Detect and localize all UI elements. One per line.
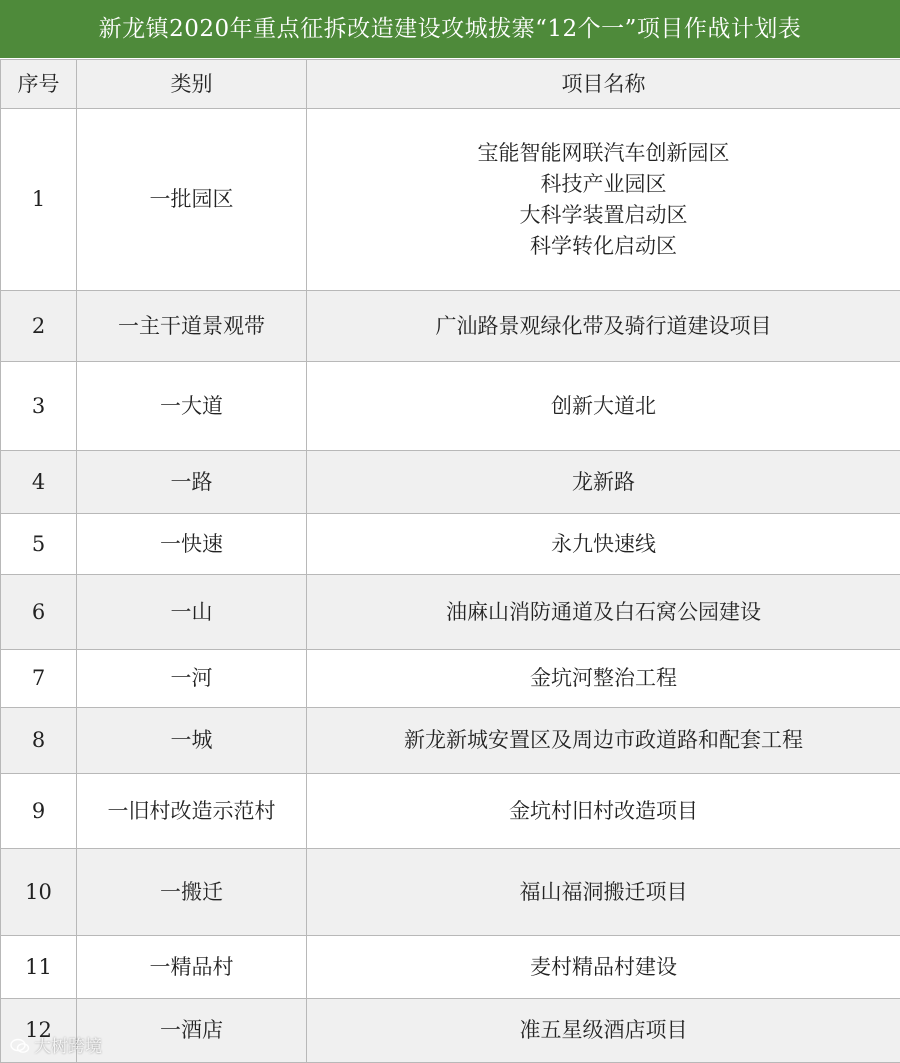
table-row [1,451,900,514]
row-category: 一大道 [77,362,307,451]
row-project-names [307,514,900,575]
row-project-names [307,291,900,362]
table-body [1,109,900,1063]
table-row [1,109,900,291]
row-project-names [307,575,900,650]
row-category: 一山 [77,575,307,650]
row-number: 7 [1,650,77,708]
row-project-names [307,109,900,291]
row-number: 3 [1,362,77,451]
project-plan-table [0,59,900,1063]
row-category: 一主干道景观带 [77,291,307,362]
table-row [1,514,900,575]
row-project-names [307,650,900,708]
project-name: 麦村精品村建设 [530,954,677,979]
page-title: 新龙镇2020年重点征拆改造建设攻城拔寨“12个一”项目作战计划表 [0,0,900,58]
row-category: 一快速 [77,514,307,575]
table-row [1,575,900,650]
row-category: 一路 [77,451,307,514]
table-row [1,999,900,1063]
wechat-logo-icon [10,1038,30,1054]
row-project-names [307,936,900,999]
project-name: 新龙新城安置区及周边市政道路和配套工程 [404,728,803,752]
row-category: 一酒店 [77,999,307,1063]
row-number: 1 [1,109,77,291]
row-project-names [307,849,900,936]
header-category: 类别 [77,60,307,109]
table-row [1,774,900,849]
row-number: 2 [1,291,77,362]
row-project-names [307,362,900,451]
watermark [10,1032,102,1057]
project-name: 准五星级酒店项目 [519,1018,688,1042]
project-name: 科技产业园区 [540,171,667,196]
row-number: 10 [1,849,77,936]
header-no: 序号 [1,60,77,109]
project-name: 大科学装置启动区 [519,202,688,227]
row-project-names [307,774,900,849]
row-number: 12 [1,999,77,1063]
row-category: 一搬迁 [77,849,307,936]
table-row [1,362,900,451]
row-category: 一精品村 [77,936,307,999]
project-name: 创新大道北 [551,393,656,418]
row-project-names [307,999,900,1063]
row-number: 6 [1,575,77,650]
row-number: 11 [1,936,77,999]
row-category: 一旧村改造示范村 [77,774,307,849]
project-name: 永九快速线 [551,531,656,556]
row-project-names [307,708,900,774]
project-name: 金坑河整治工程 [530,666,677,690]
project-name: 金坑村旧村改造项目 [509,798,698,823]
project-name: 宝能智能网联汽车创新园区 [477,140,730,165]
project-name: 福山福洞搬迁项目 [519,879,688,904]
row-project-names [307,451,900,514]
table-row [1,650,900,708]
row-number: 5 [1,514,77,575]
table-header-row [1,60,900,109]
table-row [1,708,900,774]
row-number: 9 [1,774,77,849]
row-number: 8 [1,708,77,774]
row-category: 一城 [77,708,307,774]
table-row [1,936,900,999]
header-name: 项目名称 [307,60,900,109]
row-category: 一河 [77,650,307,708]
table-row [1,291,900,362]
project-name: 油麻山消防通道及白石窝公园建设 [446,599,761,624]
watermark-text: 大树跨境 [34,1037,102,1057]
project-name: 广汕路景观绿化带及骑行道建设项目 [435,313,772,338]
row-number: 4 [1,451,77,514]
project-name: 科学转化启动区 [530,233,677,258]
row-category: 一批园区 [77,109,307,291]
project-name: 龙新路 [572,469,635,494]
table-row [1,849,900,936]
